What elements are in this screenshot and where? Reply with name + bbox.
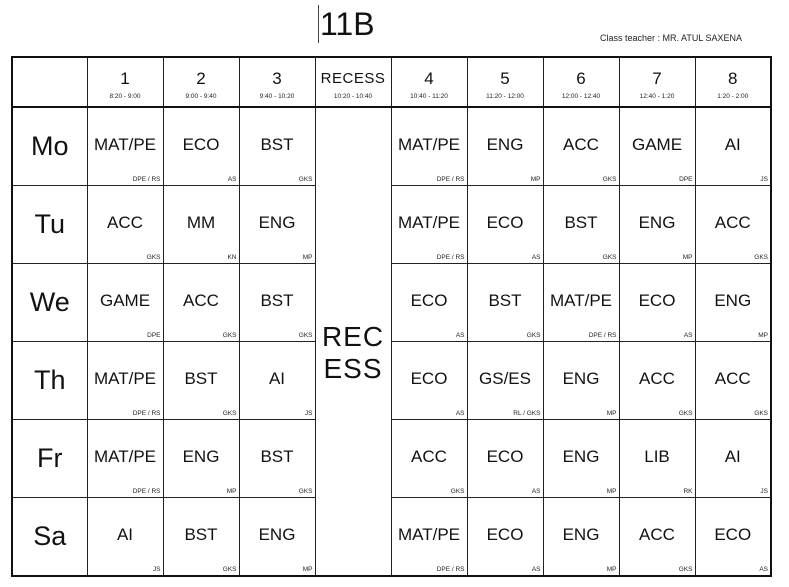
class-teacher-label: Class teacher : MR. ATUL SAXENA <box>600 33 743 43</box>
recess-cell <box>315 107 391 576</box>
teacher-code: DPE <box>147 332 161 339</box>
subject: ACC <box>714 368 751 388</box>
day-row-monday <box>12 107 771 186</box>
teacher-code: MP <box>302 566 313 573</box>
teacher-code: GKS <box>222 410 237 417</box>
subject: BST <box>184 524 218 544</box>
teacher-code: AS <box>531 488 541 495</box>
text-cursor <box>318 5 319 43</box>
header-row <box>12 57 771 107</box>
timetable-cell <box>239 420 315 498</box>
timetable-cell <box>239 107 315 186</box>
subject: BST <box>488 290 522 310</box>
timetable-cell <box>239 186 315 264</box>
subject: ACC <box>639 524 675 544</box>
period-number: 2 <box>196 68 206 88</box>
teacher-code: JS <box>760 488 768 495</box>
timetable <box>11 56 772 577</box>
timetable-cell <box>695 264 771 342</box>
subject: MM <box>186 212 216 232</box>
timetable-cell <box>695 420 771 498</box>
timetable-cell <box>543 342 619 420</box>
subject: ACC <box>411 446 447 466</box>
subject: GAME <box>99 290 151 310</box>
timetable-cell <box>239 264 315 342</box>
recess-label: RECESS <box>320 69 386 87</box>
period-number: 5 <box>500 68 510 88</box>
period-time: 12:00 - 12:40 <box>561 92 601 100</box>
subject: GS/ES <box>479 368 531 388</box>
teacher-code: AS <box>531 566 541 573</box>
subject: ACC <box>563 134 599 154</box>
day-label: We <box>12 264 87 342</box>
subject: AI <box>268 368 286 388</box>
timetable-cell <box>239 342 315 420</box>
timetable-cell <box>87 498 163 577</box>
subject: ENG <box>258 212 296 232</box>
period-header-7 <box>619 57 695 107</box>
timetable-cell <box>87 420 163 498</box>
period-header-4 <box>391 57 467 107</box>
recess-header <box>315 57 391 107</box>
subject: ECO <box>486 446 524 466</box>
teacher-code: GKS <box>526 332 541 339</box>
period-time: 8:20 - 9:00 <box>109 92 141 100</box>
timetable-cell <box>543 107 619 186</box>
timetable-cell <box>619 342 695 420</box>
timetable-cell <box>619 186 695 264</box>
timetable-cell <box>695 186 771 264</box>
period-header-3 <box>239 57 315 107</box>
subject: ECO <box>182 134 220 154</box>
day-row-tuesday <box>12 186 771 264</box>
subject: ECO <box>638 290 676 310</box>
timetable-cell <box>543 264 619 342</box>
subject: MAT/PE <box>93 134 157 154</box>
timetable-cell <box>87 342 163 420</box>
period-header-1 <box>87 57 163 107</box>
subject: BST <box>184 368 218 388</box>
day-label: Fr <box>12 420 87 498</box>
teacher-code: DPE / RS <box>436 566 465 573</box>
subject: BST <box>564 212 598 232</box>
teacher-code: DPE / RS <box>132 410 161 417</box>
teacher-code: RL / GKS <box>513 410 541 417</box>
day-row-thursday <box>12 342 771 420</box>
teacher-code: GKS <box>298 488 313 495</box>
corner-cell <box>12 57 87 107</box>
subject: ACC <box>107 212 143 232</box>
subject: AI <box>116 524 134 544</box>
subject: ENG <box>714 290 752 310</box>
period-header-5 <box>467 57 543 107</box>
subject: MAT/PE <box>397 134 461 154</box>
timetable-cell <box>163 264 239 342</box>
teacher-code: DPE / RS <box>436 176 465 183</box>
timetable-cell <box>543 186 619 264</box>
subject: ENG <box>182 446 220 466</box>
teacher-code: MP <box>606 566 617 573</box>
timetable-cell <box>87 107 163 186</box>
teacher-code: MP <box>682 254 693 261</box>
timetable-cell <box>467 420 543 498</box>
subject: AI <box>724 134 741 154</box>
timetable-cell <box>467 186 543 264</box>
period-time: 11:20 - 12:00 <box>486 92 524 100</box>
timetable-cell <box>391 498 467 577</box>
teacher-code: DPE / RS <box>132 488 161 495</box>
teacher-code: JS <box>152 566 161 573</box>
teacher-code: GKS <box>754 254 768 261</box>
timetable-cell <box>695 107 771 186</box>
timetable-cell <box>163 186 239 264</box>
timetable-cell <box>239 498 315 577</box>
subject: ACC <box>714 212 751 232</box>
period-number: 7 <box>652 68 662 88</box>
subject: MAT/PE <box>93 446 157 466</box>
subject: MAT/PE <box>93 368 157 388</box>
subject: MAT/PE <box>549 290 613 310</box>
subject: ENG <box>562 446 600 466</box>
subject: AI <box>724 446 741 466</box>
subject: ENG <box>638 212 676 232</box>
subject: BST <box>260 446 294 466</box>
recess-text-line: REC <box>321 320 385 352</box>
teacher-code: MP <box>606 488 617 495</box>
timetable-cell <box>391 264 467 342</box>
recess-text-line: ESS <box>323 352 383 384</box>
teacher-code: MP <box>226 488 237 495</box>
subject: ENG <box>562 368 600 388</box>
period-time: 12:40 - 1:20 <box>639 92 675 100</box>
subject: MAT/PE <box>397 524 461 544</box>
period-header-6 <box>543 57 619 107</box>
day-row-saturday <box>12 498 771 577</box>
teacher-code: AS <box>683 332 693 339</box>
teacher-code: GKS <box>602 176 617 183</box>
teacher-code: GKS <box>222 566 237 573</box>
teacher-code: DPE / RS <box>132 176 161 183</box>
subject: GAME <box>631 134 683 154</box>
period-time: 1:20 - 2:00 <box>717 92 749 100</box>
teacher-code: MP <box>758 332 768 339</box>
teacher-code: GKS <box>754 410 768 417</box>
teacher-code: AS <box>455 332 465 339</box>
subject: MAT/PE <box>397 212 461 232</box>
timetable-cell <box>163 342 239 420</box>
teacher-code: AS <box>455 410 465 417</box>
period-header-2 <box>163 57 239 107</box>
subject: ENG <box>562 524 600 544</box>
subject: ENG <box>486 134 524 154</box>
subject: BST <box>260 290 294 310</box>
timetable-cell <box>163 420 239 498</box>
period-time: 10:20 - 10:40 <box>333 92 373 100</box>
timetable-cell <box>695 498 771 577</box>
teacher-code: GKS <box>222 332 237 339</box>
period-number: 6 <box>576 68 586 88</box>
teacher-code: GKS <box>602 254 617 261</box>
timetable-cell <box>391 186 467 264</box>
teacher-code: GKS <box>678 410 693 417</box>
teacher-code: GKS <box>146 254 161 261</box>
teacher-code: RK <box>683 488 693 495</box>
timetable-cell <box>391 107 467 186</box>
timetable-cell <box>391 420 467 498</box>
subject: LIB <box>644 446 670 466</box>
timetable-cell <box>695 342 771 420</box>
day-row-wednesday <box>12 264 771 342</box>
subject: ACC <box>639 368 675 388</box>
teacher-code: JS <box>304 410 313 417</box>
teacher-code: JS <box>760 176 768 183</box>
timetable-cell <box>543 420 619 498</box>
day-row-friday <box>12 420 771 498</box>
period-number: 3 <box>272 68 282 88</box>
page-title: 11B <box>320 6 375 42</box>
period-time: 10:40 - 11:20 <box>410 92 448 100</box>
timetable-cell <box>619 498 695 577</box>
teacher-code: GKS <box>678 566 693 573</box>
period-number: 8 <box>728 68 738 88</box>
timetable-cell <box>619 264 695 342</box>
timetable-cell <box>467 342 543 420</box>
timetable-cell <box>163 107 239 186</box>
teacher-code: GKS <box>450 488 465 495</box>
teacher-code: DPE / RS <box>588 332 617 339</box>
period-number: 4 <box>424 68 434 88</box>
teacher-code: MP <box>530 176 541 183</box>
period-number: 1 <box>120 68 130 88</box>
timetable-cell <box>467 498 543 577</box>
teacher-code: MP <box>606 410 617 417</box>
period-time: 9:40 - 10:20 <box>259 92 295 100</box>
teacher-code: GKS <box>298 332 313 339</box>
timetable-cell <box>163 498 239 577</box>
subject: ECO <box>486 212 524 232</box>
teacher-code: DPE <box>679 176 693 183</box>
subject: ECO <box>714 524 752 544</box>
teacher-code: AS <box>759 566 768 573</box>
subject: ECO <box>486 524 524 544</box>
timetable-cell <box>87 264 163 342</box>
timetable-cell <box>467 107 543 186</box>
subject: BST <box>260 134 294 154</box>
title-area <box>318 4 375 44</box>
subject: ECO <box>410 368 448 388</box>
day-label: Th <box>12 342 87 420</box>
teacher-code: AS <box>227 176 237 183</box>
day-label: Sa <box>12 498 87 577</box>
day-label: Tu <box>12 186 87 264</box>
teacher-code: MP <box>302 254 313 261</box>
period-header-8 <box>695 57 771 107</box>
subject: ENG <box>258 524 296 544</box>
timetable-cell <box>543 498 619 577</box>
timetable-cell <box>619 420 695 498</box>
timetable-cell <box>467 264 543 342</box>
teacher-code: DPE / RS <box>436 254 465 261</box>
timetable-cell <box>391 342 467 420</box>
timetable-cell <box>87 186 163 264</box>
subject: ACC <box>183 290 219 310</box>
teacher-code: GKS <box>298 176 313 183</box>
subject: ECO <box>410 290 448 310</box>
teacher-code: KN <box>227 254 237 261</box>
teacher-code: AS <box>531 254 541 261</box>
day-label: Mo <box>12 107 87 186</box>
period-time: 9:00 - 9:40 <box>185 92 217 100</box>
timetable-cell <box>619 107 695 186</box>
